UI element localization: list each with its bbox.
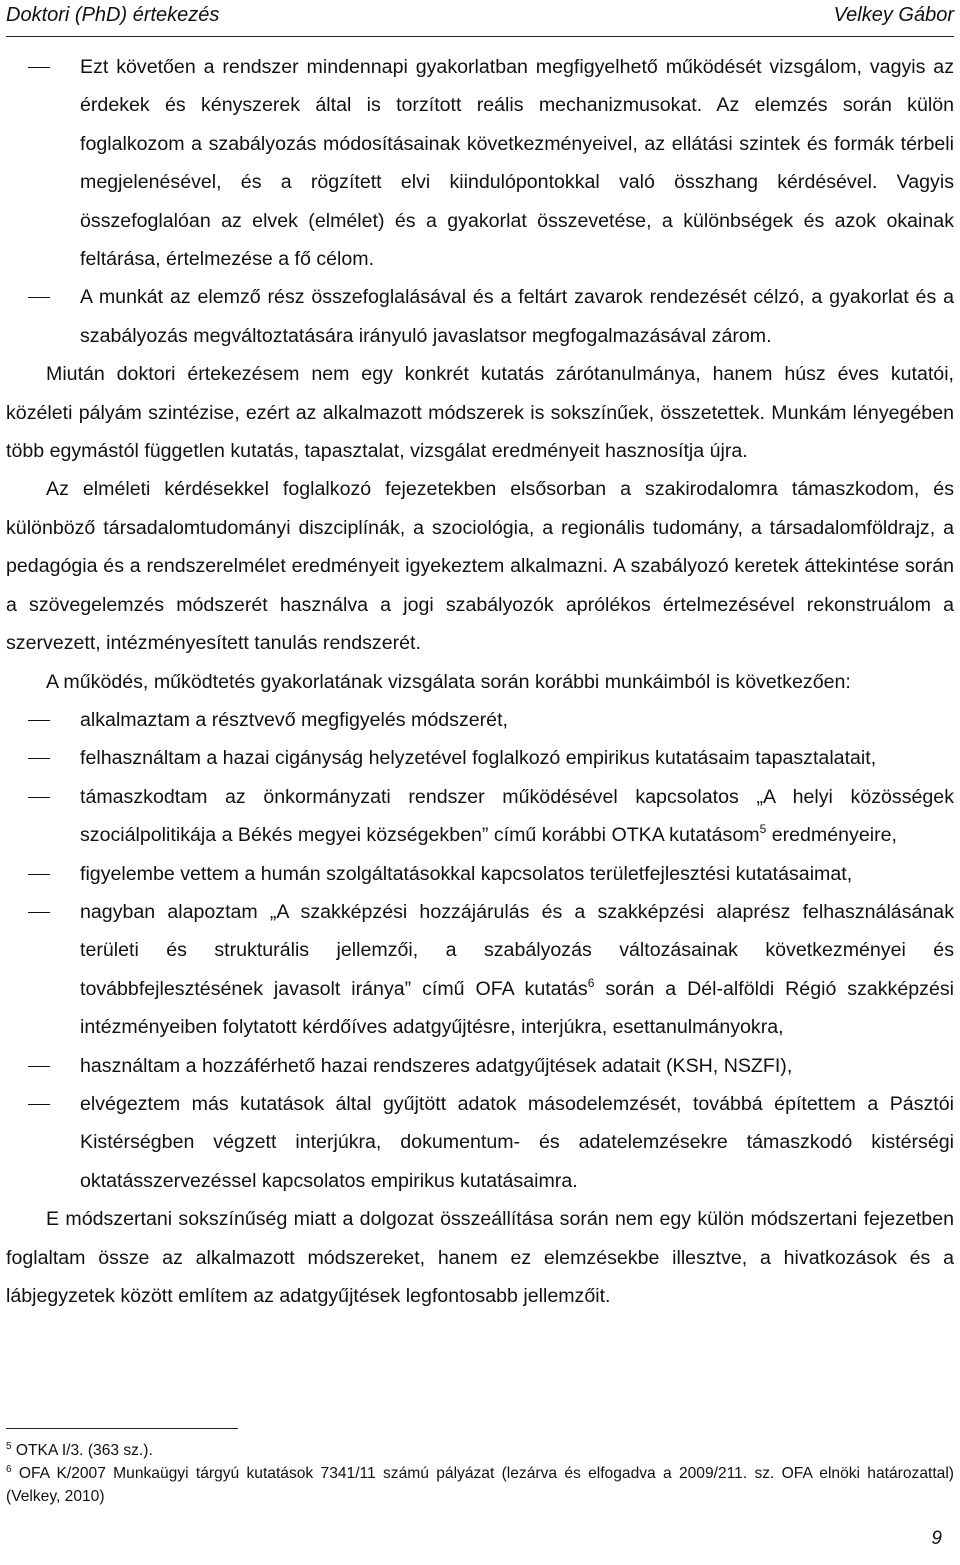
list-item-text: Ezt követően a rendszer mindennapi gyakorlatban megfigyelhető működését vizsgálom, vagyis az érdekek és kényszerek által is torzított reális mechanizmusokat. Az elemzés során külön foglalkozom a szabályozás módosításainak következményeivel, az ellátási szintek és formák térbeli megjelenésével, és a rögzített elvi kiindulópontokkal való összhang kérdésével. Vagyis összefoglalóan az elvek (elmélet) és a gyakorlat összevetése, a különbségek és azok okainak feltárása, értelmezése a fő célom. (80, 56, 954, 271)
list-item-text: elvégeztem más kutatások által gyűjtött adatok másodelemzését, továbbá építettem a Pásztói Kistérségben végzett interjúkra, dokumentum- és adatelemzésekre támaszkodó kistérségi oktatásszervezéssel kapcsolatos empirikus kutatásaimra. (80, 1092, 954, 1192)
footnote-reference[interactable]: 5 (759, 822, 767, 837)
page-header (6, 0, 954, 37)
list-item-text: támaszkodtam az önkormányzati rendszer működésével kapcsolatos „A helyi közösségek szociálpolitikája a Békés megyei községekben” című korábbi OTKA kutatásom (80, 785, 954, 847)
list-item-text: nagyban alapoztam „A szakképzési hozzájárulás és a szakképzési alaprész felhasználásának területi és strukturális jellemzői, a szabályozás változásainak következményei és továbbfejlesztésének javasolt iránya” című OFA kutatás (80, 900, 954, 1000)
dash-bullet (28, 720, 50, 721)
methods-list-item (6, 855, 954, 893)
author-name: Velkey Gábor (833, 4, 954, 26)
list-item-text: figyelembe vettem a humán szolgáltatásokkal kapcsolatos területfejlesztési kutatásaimat, (80, 862, 853, 885)
paragraph: E módszertani sokszínűség miatt a dolgozat összeállítása során nem egy külön módszertani fejezetben foglaltam össze az alkalmazott módszereket, hanem ez elemzésekbe illesztve, a hivatkozások és a lábjegyzetek között említem az adatgyűjtések legfontosabb jellemzőit. (6, 1208, 954, 1307)
list-item-text: A munkát az elemző rész összefoglalásával és a feltárt zavarok rendezését célzó, a gyakorlat és a szabályozás megváltoztatására irányuló javaslatsor megfogalmazásával zárom. (80, 286, 954, 347)
methods-list-item (6, 1047, 954, 1085)
footnote-number: 5 (6, 1441, 12, 1452)
dash-bullet (28, 874, 50, 875)
footnote-number: 6 (6, 1464, 12, 1475)
dash-bullet (28, 297, 50, 298)
footnote-text: OFA K/2007 Munkaügyi tárgyú kutatások 7341/11 számú pályázat (lezárva és elfogadva a 2009/211. sz. OFA elnöki határozattal) (Velkey, 2010) (6, 1465, 954, 1505)
paragraph: Az elméleti kérdésekkel foglalkozó fejezetekben elsősorban a szakirodalomra támaszkodom, és különböző társadalomtudományi diszciplínák, a szociológia, a regionális tudomány, a társadalomföldrajz, a pedagógia és a rendszerelmélet eredményeit igyekeztem alkalmazni. A szabályozó keretek áttekintése során a szövegelemzés módszerét használva a jogi szabályozók aprólékos értelmezésével rekonstruálom a szervezett, intézményesített tanulás rendszerét. (6, 478, 954, 655)
methods-list-item (6, 778, 954, 855)
footnotes (6, 1439, 954, 1508)
footnote-reference[interactable]: 6 (587, 975, 595, 990)
methods-list-item (6, 1085, 954, 1200)
methods-list-item (6, 701, 954, 739)
page-number: 9 (931, 1528, 942, 1549)
dash-bullet (28, 797, 50, 798)
list-item-text: használtam a hozzáférhető hazai rendszeres adatgyűjtések adatait (KSH, NSZFI), (80, 1054, 793, 1077)
main-content (6, 48, 954, 1315)
intro-list-item (6, 48, 954, 278)
list-item-text: alkalmaztam a résztvevő megfigyelés módszerét, (80, 708, 508, 731)
footnote (6, 1462, 954, 1508)
list-item-text: eredményeire, (766, 824, 897, 847)
dash-bullet (28, 67, 50, 68)
intro-list-item (6, 278, 954, 355)
dash-bullet (28, 1104, 50, 1105)
dash-bullet (28, 758, 50, 759)
paragraph: Miután doktori értekezésem nem egy konkrét kutatás zárótanulmánya, hanem húsz éves kutatói, közéleti pályám szintézise, ezért az alkalmazott módszerek is sokszínűek, összetettek. Munkám lényegében több egymástól független kutatás, tapasztalat, vizsgálat eredményeit hasznosítja újra. (6, 363, 954, 463)
dash-bullet (28, 912, 50, 913)
document-title: Doktori (PhD) értekezés (6, 4, 220, 26)
footnote-separator (6, 1428, 238, 1429)
list-item-text: felhasználtam a hazai cigányság helyzetével foglalkozó empirikus kutatásaim tapasztalatait, (80, 747, 877, 770)
dash-bullet (28, 1066, 50, 1067)
paragraph: A működés, működtetés gyakorlatának vizsgálata során korábbi munkáimból is következően: (46, 670, 851, 693)
methods-list-item (6, 893, 954, 1047)
footnote (6, 1439, 954, 1462)
methods-list-item (6, 739, 954, 777)
footnote-text: OTKA I/3. (363 sz.). (11, 1442, 153, 1459)
list-item-text: során a Dél-alföldi Régió szakképzési intézményeiben folytatott kérdőíves adatgyűjtésre, interjúkra, esettanulmányokra, (80, 977, 954, 1039)
